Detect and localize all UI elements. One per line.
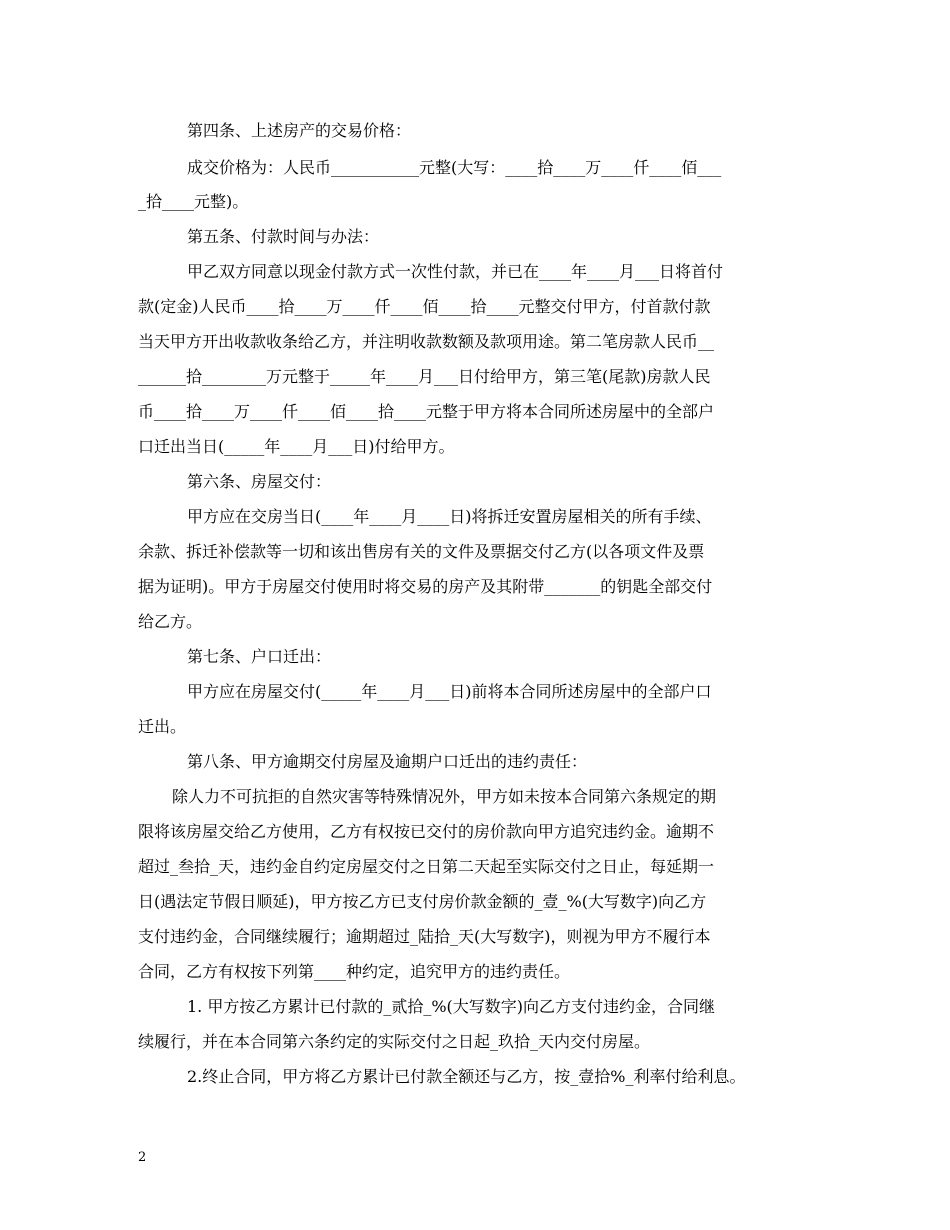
paragraph-line: 支付违约金，合同继续履行；逾期超过_陆拾_天(大写数字)，则视为甲方不履行本	[138, 927, 711, 946]
paragraph-line: 口迁出当日(_____年____月___日)付给甲方。	[138, 437, 455, 456]
paragraph-line: 成交价格为：人民币___________元整(大写：____拾____万____仟____佰___	[187, 158, 722, 177]
paragraph-line: 余款、拆迁补偿款等一切和该出售房有关的文件及票据交付乙方(以各项文件及票	[138, 542, 705, 561]
paragraph-line: 合同，乙方有权按下列第____种约定，追究甲方的违约责任。	[138, 962, 571, 981]
paragraph-line: 迁出。	[138, 717, 187, 736]
clause-1-line: 1. 甲方按乙方累计已付款的_贰拾_%(大写数字)向乙方支付违约金，合同继	[187, 997, 716, 1016]
paragraph-line: 款(定金)人民币____拾____万____仟____佰____拾____元整交付甲方，付首款付款	[138, 297, 711, 316]
paragraph-line: 超过_叁拾_天，违约金自约定房屋交付之日第二天起至实际交付之日止，每延期一	[138, 857, 715, 876]
paragraph-line: _拾____元整)。	[138, 192, 249, 211]
page-number: 2	[138, 1150, 147, 1165]
paragraph-line: ______拾________万元整于_____年____月___日付给甲方，第三笔(尾款)房款人民	[138, 367, 711, 386]
article-5-heading: 第五条、付款时间与办法：	[187, 227, 380, 246]
clause-1-line: 续履行，并在本合同第六条约定的实际交付之日起_玖拾_天内交付房屋。	[138, 1032, 651, 1051]
article-8-heading: 第八条、甲方逾期交付房屋及逾期户口迁出的违约责任：	[187, 752, 588, 771]
paragraph-line: 当天甲方开出收款收条给乙方，并注明收款数额及款项用途。第二笔房款人民币__	[138, 332, 715, 351]
paragraph-line: 除人力不可抗拒的自然灾害等特殊情况外，甲方如未按本合同第六条规定的期	[172, 787, 717, 806]
paragraph-line: 甲乙双方同意以现金付款方式一次性付款，并已在____年____月___日将首付	[187, 262, 724, 281]
paragraph-line: 据为证明)。甲方于房屋交付使用时将交易的房产及其附带_______的钥匙全部交付	[138, 577, 713, 596]
paragraph-line: 给乙方。	[138, 612, 203, 631]
paragraph-line: 币____拾____万____仟____佰____拾____元整于甲方将本合同所述房屋中的全部户	[138, 402, 715, 421]
paragraph-line: 甲方应在房屋交付(_____年____月___日)前将本合同所述房屋中的全部户口	[187, 682, 712, 701]
article-4-heading: 第四条、上述房产的交易价格：	[187, 121, 412, 140]
article-6-heading: 第六条、房屋交付：	[187, 472, 332, 491]
clause-2-line: 2.终止合同，甲方将乙方累计已付款全额还与乙方，按_壹拾%_利率付给利息。	[187, 1067, 746, 1086]
article-7-heading: 第七条、户口迁出：	[187, 647, 332, 666]
paragraph-line: 日(遇法定节假日顺延)，甲方按乙方已支付房价款金额的_壹_%(大写数字)向乙方	[138, 892, 707, 911]
paragraph-line: 限将该房屋交给乙方使用，乙方有权按已交付的房价款向甲方追究违约金。逾期不	[138, 822, 715, 841]
paragraph-line: 甲方应在交房当日(____年____月____日)将拆迁安置房屋相关的所有手续、	[187, 507, 712, 526]
